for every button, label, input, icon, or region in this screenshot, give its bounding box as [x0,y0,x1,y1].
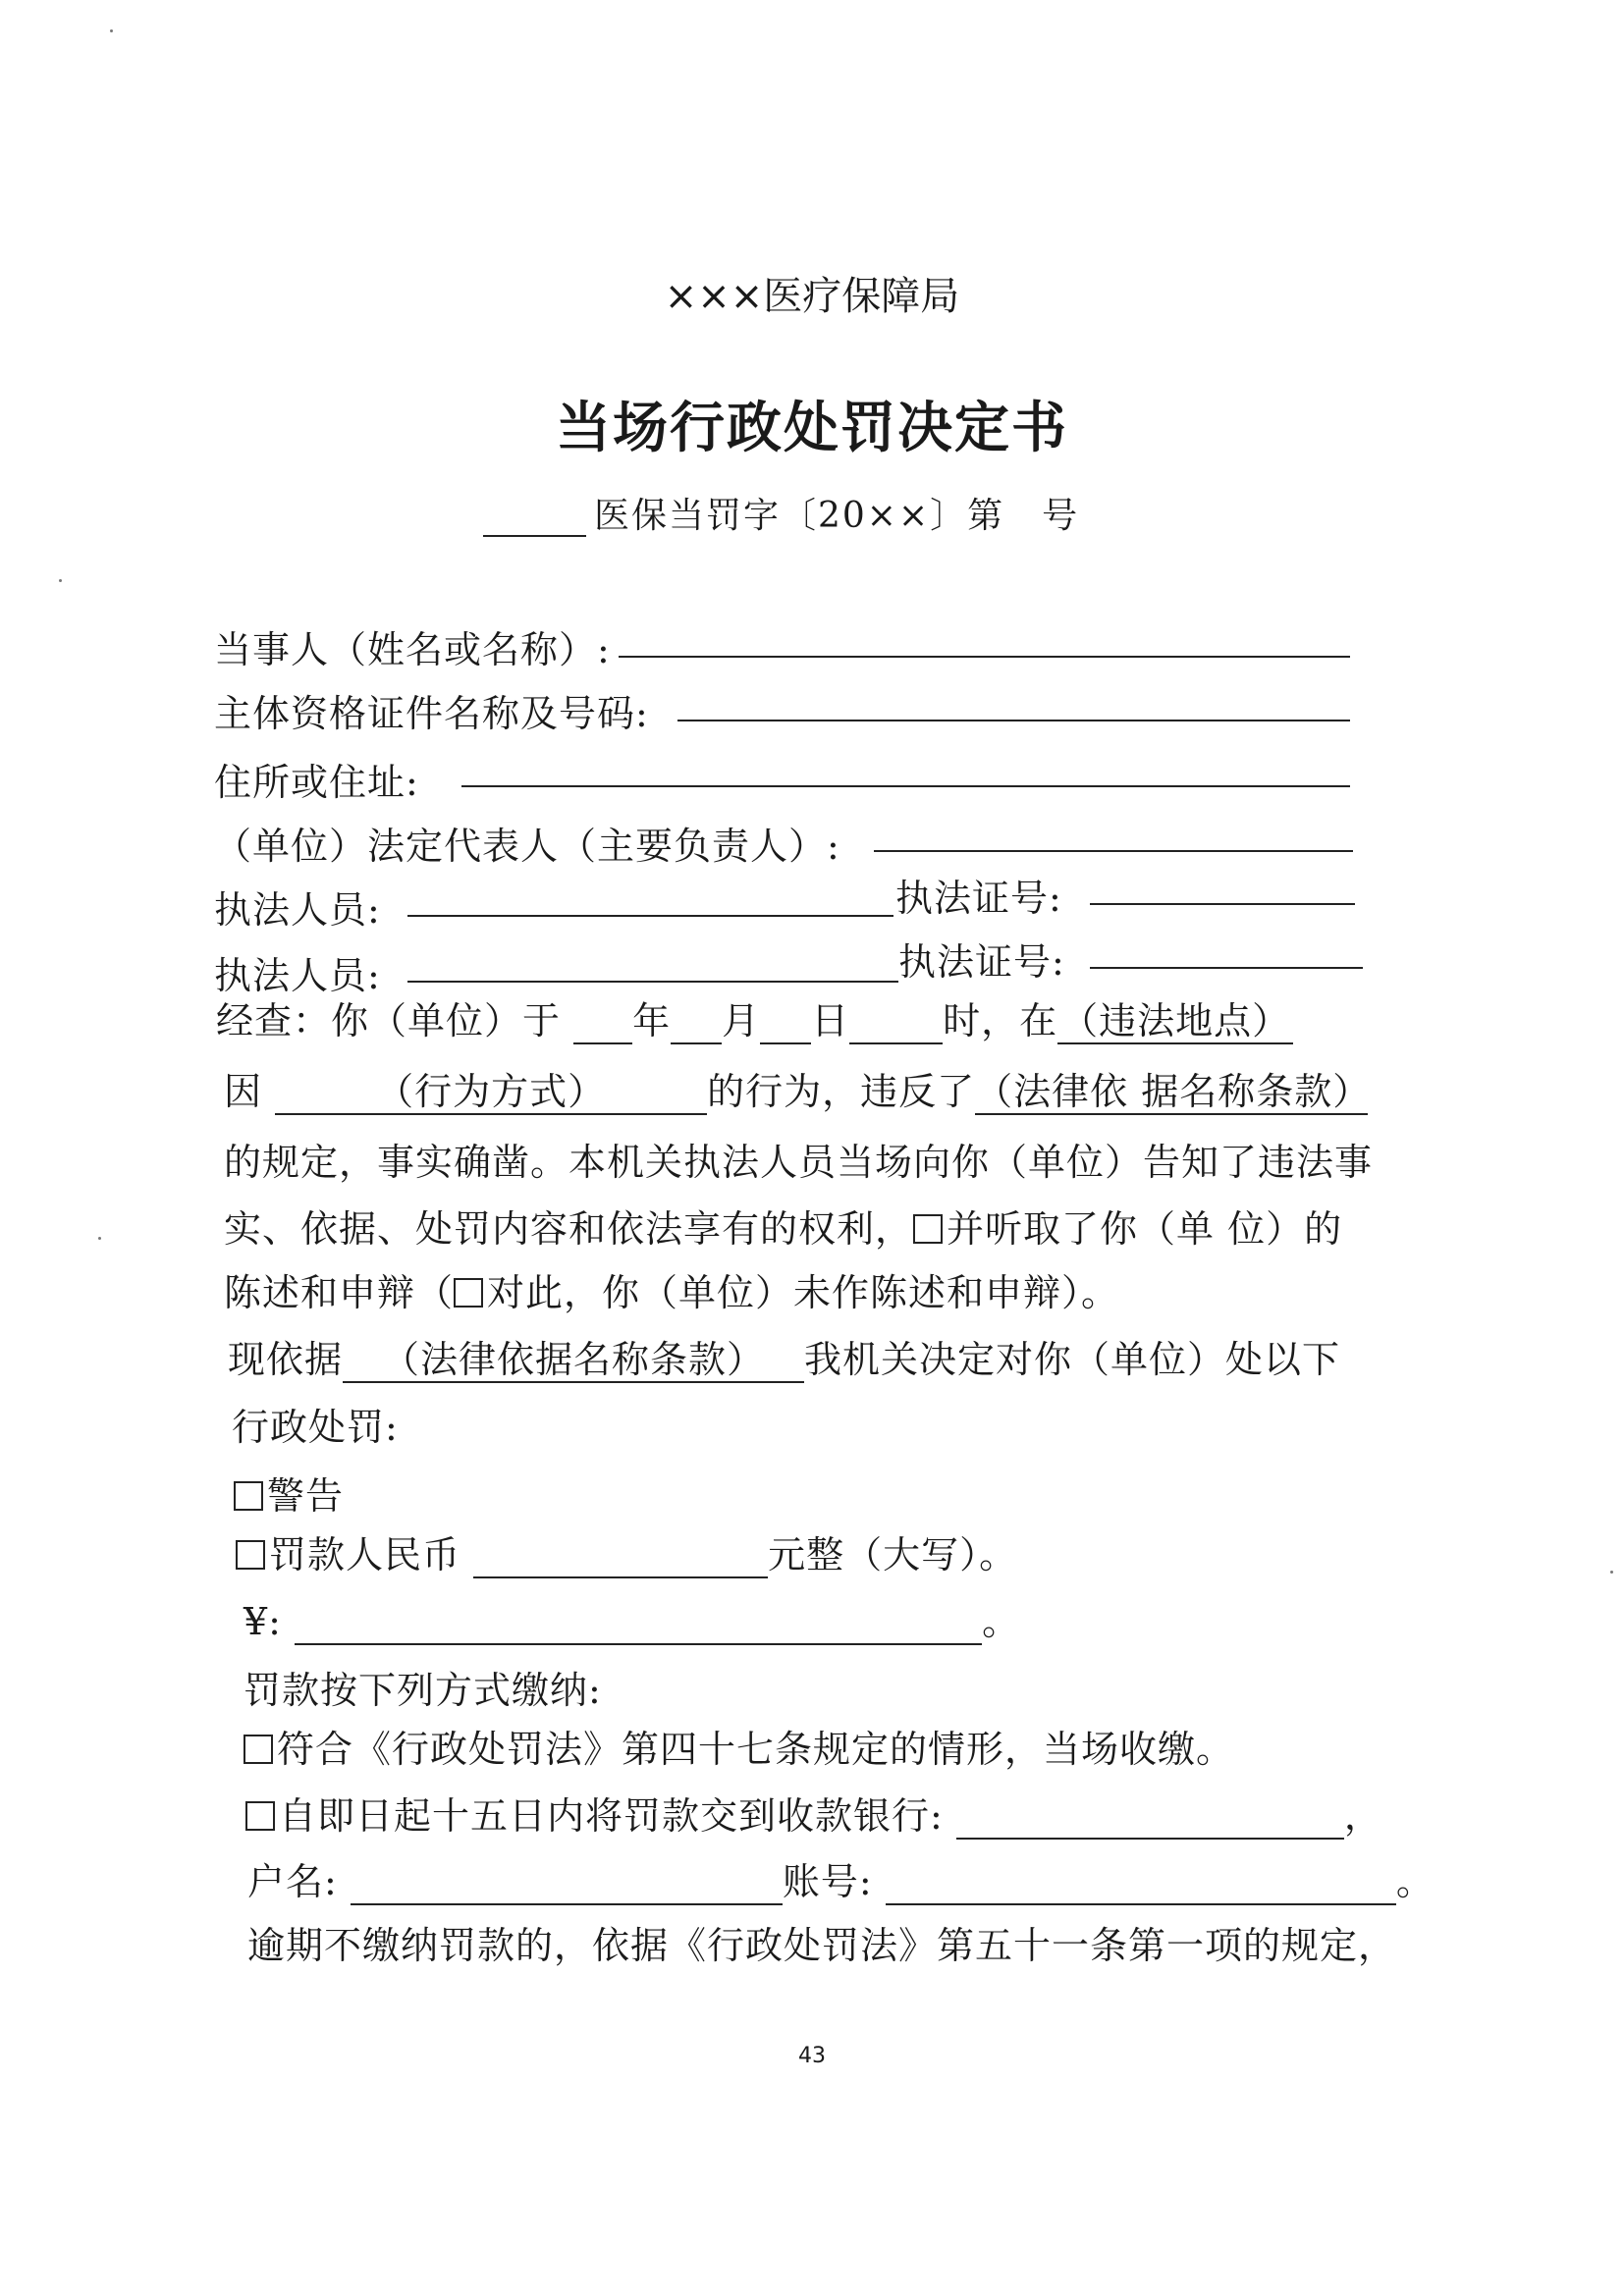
onsite-collection-checkbox[interactable] [244,1735,273,1764]
fine-amount-digits-field[interactable] [295,1600,982,1645]
rights-text: 实、依据、处罚内容和依法享有的权利， [224,1207,914,1251]
issuing-authority: ×××医疗保障局 [664,274,960,319]
cert1-field[interactable] [1090,903,1355,905]
behavior-method-field[interactable]: （行为方式） [275,1070,707,1115]
warning-option [234,1474,344,1518]
account-number-field[interactable] [886,1860,1396,1905]
body-line-3: 的规定，事实确凿。本机关执法人员当场向你（单位）告知了违法事 [224,1141,1374,1184]
cert2-field[interactable] [1090,967,1363,969]
no-statement-text: 对此，你（单位）未作陈述和申辩）。 [487,1271,1120,1314]
fine-amount-words-field[interactable] [473,1533,768,1578]
payment-title: 罚款按下列方式缴纳: [244,1669,602,1712]
body-line-2 [224,1070,1372,1115]
license-field[interactable] [677,720,1350,721]
listened-text: 并听取了你（单 位）的 [947,1207,1343,1251]
payment-option-1 [244,1728,1234,1771]
body-line-4 [224,1207,1342,1251]
account-name-field[interactable] [351,1860,783,1905]
violation-place-field[interactable]: （违法地点） [1057,999,1293,1044]
bank-payment-text: 自即日起十五日内将罚款交到收款银行: [279,1794,944,1838]
overdue-text: 逾期不缴纳罚款的，依据《行政处罚法》第五十一条第一项的规定， [247,1924,1397,1967]
cause-label: 因 [224,1070,263,1113]
hour-label: 时，在 [943,999,1058,1042]
scan-speck [98,1237,101,1240]
day-label: 日 [811,999,850,1042]
fine-unit-text: 元整（大写）。 [768,1533,1018,1576]
body-line-6 [228,1338,1340,1383]
page-number: 43 [798,2044,826,2068]
month-field[interactable] [671,999,722,1044]
body-line-5 [224,1271,1119,1314]
payment-option-2 [245,1794,1382,1840]
day-field[interactable] [760,999,811,1044]
basis-law-field[interactable]: （法律依据名称条款） [343,1338,804,1383]
officer2-field[interactable] [407,981,898,983]
fine-checkbox[interactable] [236,1540,265,1570]
violated-law-field[interactable]: （法律依 据名称条款） [975,1070,1372,1113]
fine-label: 罚款人民币 [269,1533,461,1576]
statement-text: 陈述和申辩（ [224,1271,455,1314]
year-label: 年 [632,999,672,1042]
party-name-label: 当事人（姓名或名称）: [214,628,611,671]
document-title: 当场行政处罚决定书 [556,396,1068,460]
bank-payment-checkbox[interactable] [245,1801,275,1831]
bank-name-field[interactable] [956,1794,1344,1840]
document-number: 医保当罚字〔20××〕第 号 [594,496,1080,536]
cert2-label: 执法证号: [898,940,1065,984]
legal-rep-label: （单位）法定代表人（主要负责人）: [214,825,840,868]
license-label: 主体资格证件名称及号码: [214,692,649,735]
yen-label: ¥: [244,1600,282,1643]
scan-speck [1610,1571,1613,1574]
scan-speck [59,579,62,582]
cert1-label: 执法证号: [895,877,1062,920]
no-statement-checkbox[interactable] [454,1278,483,1308]
scan-speck [110,29,113,32]
onsite-collection-text: 符合《行政处罚法》第四十七条规定的情形，当场收缴。 [277,1728,1235,1771]
year-field[interactable] [573,999,632,1044]
officer1-field[interactable] [407,915,893,917]
fine-option [236,1533,1017,1578]
yen-line [244,1600,1020,1645]
legal-rep-field[interactable] [874,850,1353,852]
body-line-1 [216,999,1293,1044]
address-label: 住所或住址: [214,761,419,804]
hour-field[interactable] [849,999,943,1044]
decision-text: 我机关决定对你（单位）处以下 [804,1338,1341,1381]
account-number-label: 账号: [782,1860,873,1903]
account-line [247,1860,1435,1905]
yen-period: 。 [982,1600,1021,1643]
month-label: 月 [722,999,761,1042]
violation-text: 的行为，违反了 [707,1070,976,1113]
listened-checkbox[interactable] [913,1214,943,1244]
party-name-field[interactable] [619,656,1350,658]
officer1-label: 执法人员: [214,888,381,932]
body-line-7: 行政处罚: [232,1406,399,1449]
officer2-label: 执法人员: [214,954,381,997]
investigation-intro: 经查：你（单位）于 [216,999,562,1042]
warning-checkbox[interactable] [234,1481,263,1511]
warning-label: 警告 [267,1474,345,1518]
account-name-label: 户名: [247,1860,338,1903]
bank-comma: ， [1343,1794,1382,1838]
account-period: 。 [1395,1860,1435,1903]
address-field[interactable] [461,785,1350,787]
doc-number-prefix-blank[interactable] [483,535,586,537]
basis-label: 现依据 [228,1338,344,1381]
